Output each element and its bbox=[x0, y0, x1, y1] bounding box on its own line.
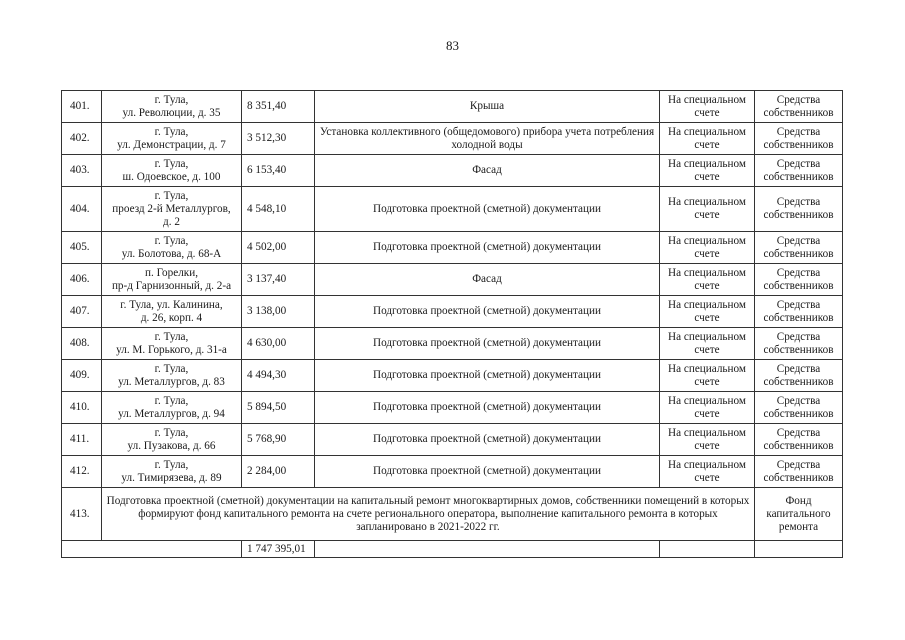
address-cell: г. Тула, ш. Одоевское, д. 100 bbox=[102, 155, 242, 187]
address-cell: г. Тула, ул. Калинина, д. 26, корп. 4 bbox=[102, 296, 242, 328]
address-cell: г. Тула, ул. Болотова, д. 68-А bbox=[102, 232, 242, 264]
address-cell: г. Тула, проезд 2-й Металлургов, д. 2 bbox=[102, 187, 242, 232]
table-row bbox=[62, 360, 843, 392]
account-cell: На специальном счете bbox=[660, 392, 755, 424]
cost-cell: 5 894,50 bbox=[242, 392, 315, 424]
work-type-cell: Подготовка проектной (сметной) документации bbox=[315, 296, 660, 328]
table-row bbox=[62, 296, 843, 328]
account-cell: На специальном счете bbox=[660, 296, 755, 328]
funding-source-cell: Средства собственников bbox=[755, 123, 843, 155]
cost-cell: 6 153,40 bbox=[242, 155, 315, 187]
table-row bbox=[62, 424, 843, 456]
page-number: 83 bbox=[446, 38, 459, 53]
cost-cell: 2 284,00 bbox=[242, 456, 315, 488]
table-row bbox=[62, 155, 843, 187]
row-number: 407. bbox=[62, 296, 102, 328]
account-cell: На специальном счете bbox=[660, 456, 755, 488]
table-row bbox=[62, 328, 843, 360]
row-number: 410. bbox=[62, 392, 102, 424]
address-cell: г. Тула, ул. Металлургов, д. 94 bbox=[102, 392, 242, 424]
row-number: 413. bbox=[62, 488, 102, 541]
funding-source-cell: Средства собственников bbox=[755, 456, 843, 488]
funding-source-cell: Средства собственников bbox=[755, 155, 843, 187]
row-number: 403. bbox=[62, 155, 102, 187]
address-cell: г. Тула, ул. Революции, д. 35 bbox=[102, 91, 242, 123]
work-type-cell: Фасад bbox=[315, 155, 660, 187]
address-cell: г. Тула, ул. Металлургов, д. 83 bbox=[102, 360, 242, 392]
account-cell: На специальном счете bbox=[660, 360, 755, 392]
address-cell: п. Горелки, пр-д Гарнизонный, д. 2-а bbox=[102, 264, 242, 296]
work-type-cell: Подготовка проектной (сметной) документации bbox=[315, 187, 660, 232]
row-number: 405. bbox=[62, 232, 102, 264]
work-type-cell: Подготовка проектной (сметной) документации bbox=[315, 328, 660, 360]
account-cell: На специальном счете bbox=[660, 328, 755, 360]
total-empty-cell bbox=[660, 541, 755, 558]
account-cell: На специальном счете bbox=[660, 264, 755, 296]
account-cell: На специальном счете bbox=[660, 91, 755, 123]
table-row bbox=[62, 91, 843, 123]
row-number: 409. bbox=[62, 360, 102, 392]
total-empty-cell bbox=[315, 541, 660, 558]
row-number: 404. bbox=[62, 187, 102, 232]
funding-source-cell: Средства собственников bbox=[755, 264, 843, 296]
address-cell: г. Тула, ул. Пузакова, д. 66 bbox=[102, 424, 242, 456]
table-row bbox=[62, 488, 843, 541]
row-number: 412. bbox=[62, 456, 102, 488]
work-type-cell: Подготовка проектной (сметной) документации bbox=[315, 232, 660, 264]
program-table bbox=[61, 90, 843, 558]
account-cell: На специальном счете bbox=[660, 232, 755, 264]
table-row bbox=[62, 123, 843, 155]
account-cell: На специальном счете bbox=[660, 187, 755, 232]
work-type-cell: Крыша bbox=[315, 91, 660, 123]
cost-cell: 8 351,40 bbox=[242, 91, 315, 123]
cost-cell: 3 138,00 bbox=[242, 296, 315, 328]
account-cell: На специальном счете bbox=[660, 123, 755, 155]
work-type-cell: Подготовка проектной (сметной) документации bbox=[315, 456, 660, 488]
row-number: 402. bbox=[62, 123, 102, 155]
funding-source-cell: Средства собственников bbox=[755, 91, 843, 123]
table-row bbox=[62, 392, 843, 424]
work-type-cell: Подготовка проектной (сметной) документации bbox=[315, 392, 660, 424]
total-row bbox=[62, 541, 843, 558]
funding-source-cell: Средства собственников bbox=[755, 360, 843, 392]
funding-source-cell: Средства собственников bbox=[755, 328, 843, 360]
total-cost-cell: 1 747 395,01 bbox=[242, 541, 315, 558]
cost-cell: 3 512,30 bbox=[242, 123, 315, 155]
cost-cell: 3 137,40 bbox=[242, 264, 315, 296]
work-type-cell: Установка коллективного (общедомового) прибора учета потребления холодной воды bbox=[315, 123, 660, 155]
account-cell: На специальном счете bbox=[660, 155, 755, 187]
row-number: 411. bbox=[62, 424, 102, 456]
cost-cell: 4 494,30 bbox=[242, 360, 315, 392]
funding-source-cell: Средства собственников bbox=[755, 232, 843, 264]
funding-source-cell: Средства собственников bbox=[755, 187, 843, 232]
total-empty-cell bbox=[62, 541, 242, 558]
merged-description-cell: Подготовка проектной (сметной) документации на капитальный ремонт многоквартирных домов, собственники помещений в которых формируют фонд капитального ремонта на счете регионального оператора, выполнение капитального ремонта в которых запланировано в 2021-2022 гг. bbox=[102, 488, 755, 541]
address-cell: г. Тула, ул. М. Горького, д. 31-а bbox=[102, 328, 242, 360]
table-row bbox=[62, 187, 843, 232]
table-row bbox=[62, 264, 843, 296]
total-empty-cell bbox=[755, 541, 843, 558]
work-type-cell: Подготовка проектной (сметной) документации bbox=[315, 360, 660, 392]
address-cell: г. Тула, ул. Тимирязева, д. 89 bbox=[102, 456, 242, 488]
row-number: 401. bbox=[62, 91, 102, 123]
cost-cell: 4 502,00 bbox=[242, 232, 315, 264]
funding-source-cell: Средства собственников bbox=[755, 296, 843, 328]
cost-cell: 4 548,10 bbox=[242, 187, 315, 232]
account-cell: На специальном счете bbox=[660, 424, 755, 456]
row-number: 408. bbox=[62, 328, 102, 360]
address-cell: г. Тула, ул. Демонстрации, д. 7 bbox=[102, 123, 242, 155]
funding-source-cell: Средства собственников bbox=[755, 392, 843, 424]
row-number: 406. bbox=[62, 264, 102, 296]
cost-cell: 4 630,00 bbox=[242, 328, 315, 360]
work-type-cell: Фасад bbox=[315, 264, 660, 296]
cost-cell: 5 768,90 bbox=[242, 424, 315, 456]
work-type-cell: Подготовка проектной (сметной) документации bbox=[315, 424, 660, 456]
funding-source-cell: Средства собственников bbox=[755, 424, 843, 456]
funding-source-cell: Фонд капитального ремонта bbox=[755, 488, 843, 541]
table-row bbox=[62, 456, 843, 488]
table-row bbox=[62, 232, 843, 264]
